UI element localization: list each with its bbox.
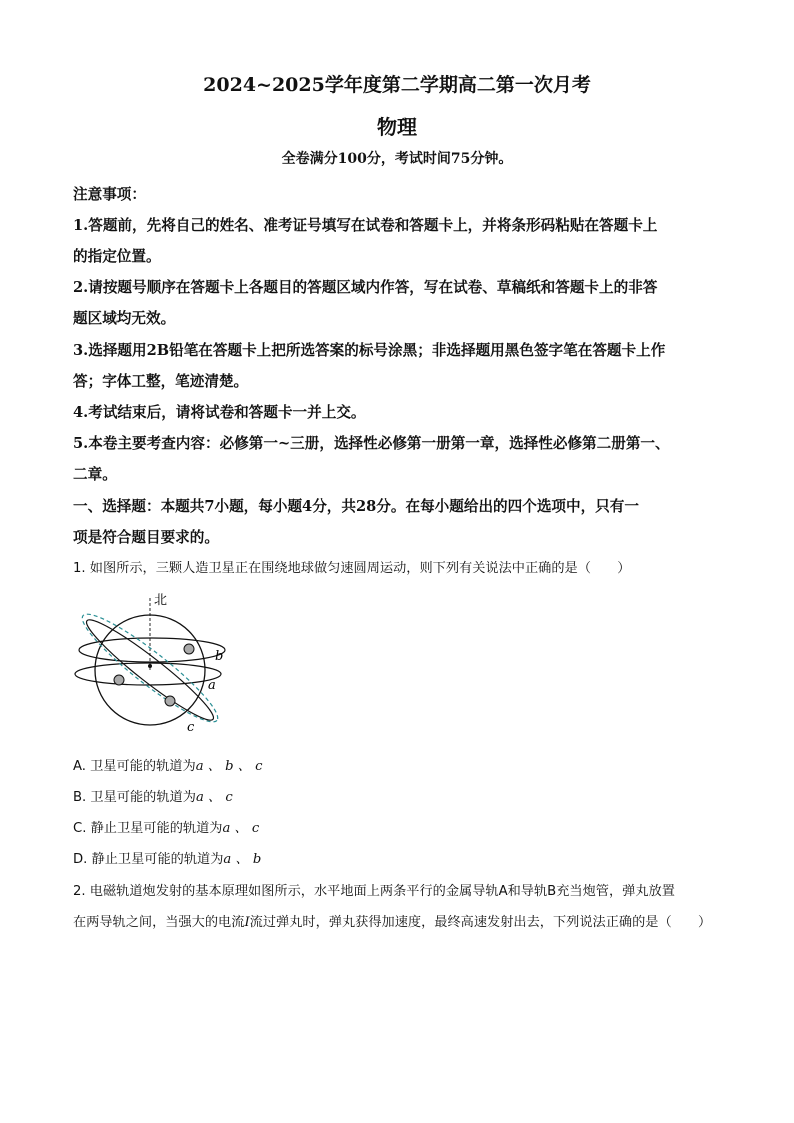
question-2-line2-part1: 在两导轨之间，当强大的电流 [73,915,245,930]
satellite-b [184,644,194,654]
question-1-stem: 1. 如图所示，三颗人造卫星正在围绕地球做匀速圆周运动，则下列有关说法中正确的是（ ） [73,561,631,576]
satellite-orbit-diagram [72,588,232,738]
note-line: 4.考试结束后，请将试卷和答题卡一并上交。 [73,404,366,421]
option-d-vars: a 、 b [223,852,262,867]
orbit-b [79,638,225,662]
note-line: 的指定位置。 [73,248,161,265]
option-c [73,817,259,836]
option-d-text: D. 静止卫星可能的轨道为 [73,852,224,867]
option-a-vars: a 、 b 、 c [195,759,263,774]
section-heading-line2: 项是符合题目要求的。 [73,529,219,546]
section-heading-line1: 一、选择题：本题共7小题，每小题4分，共28分。在每小题给出的四个选项中，只有一 [73,498,639,515]
option-a-text: A. 卫星可能的轨道为 [73,759,196,774]
orbit-a [75,663,221,685]
subject-title: 物理 [377,115,417,139]
note-line: 答；字体工整，笔迹清楚。 [73,373,249,390]
score-info: 全卷满分100分，考试时间75分钟。 [281,151,513,167]
option-b-text: B. 卫星可能的轨道为 [73,790,196,805]
orbit-label-b: b [215,649,224,664]
orbit-label-a: a [208,678,216,693]
question-2-line1: 2. 电磁轨道炮发射的基本原理如图所示，水平地面上两条平行的金属导轨A和导轨B充当炮管，弹丸放置 [73,884,675,899]
notes-heading: 注意事项： [73,186,146,203]
north-label: 北 [154,593,168,608]
option-c-vars: a 、 c [222,821,260,836]
note-line: 二章。 [73,466,117,483]
current-symbol: I [244,915,250,930]
note-line: 1.答题前，先将自己的姓名、准考证号填写在试卷和答题卡上，并将条形码粘贴在答题卡上 [73,217,658,234]
option-c-text: C. 静止卫星可能的轨道为 [73,821,223,836]
note-line: 5.本卷主要考查内容：必修第一~三册，选择性必修第一册第一章，选择性必修第二册第一、 [73,435,670,452]
option-b [73,786,233,805]
question-2-line2 [73,911,733,930]
note-line: 2.请按题号顺序在答题卡上各题目的答题区域内作答，写在试卷、草稿纸和答题卡上的非答 [73,279,658,296]
option-b-vars: a 、 c [195,790,233,805]
option-a [73,755,263,774]
satellite-c [165,696,175,706]
earth-center [148,664,152,668]
note-line: 题区域均无效。 [73,310,176,327]
question-2-line2-part2: 流过弹丸时，弹丸获得加速度，最终高速发射出去，下列说法正确的是（ ） [249,915,712,930]
option-d [73,848,261,867]
note-line: 3.选择题用2B铅笔在答题卡上把所选答案的标号涂黑；非选择题用黑色签字笔在答题卡上作 [73,342,666,359]
satellite-a [114,675,124,685]
orbit-label-c: c [187,720,195,735]
exam-title: 2024~2025学年度第二学期高二第一次月考 [203,74,591,96]
